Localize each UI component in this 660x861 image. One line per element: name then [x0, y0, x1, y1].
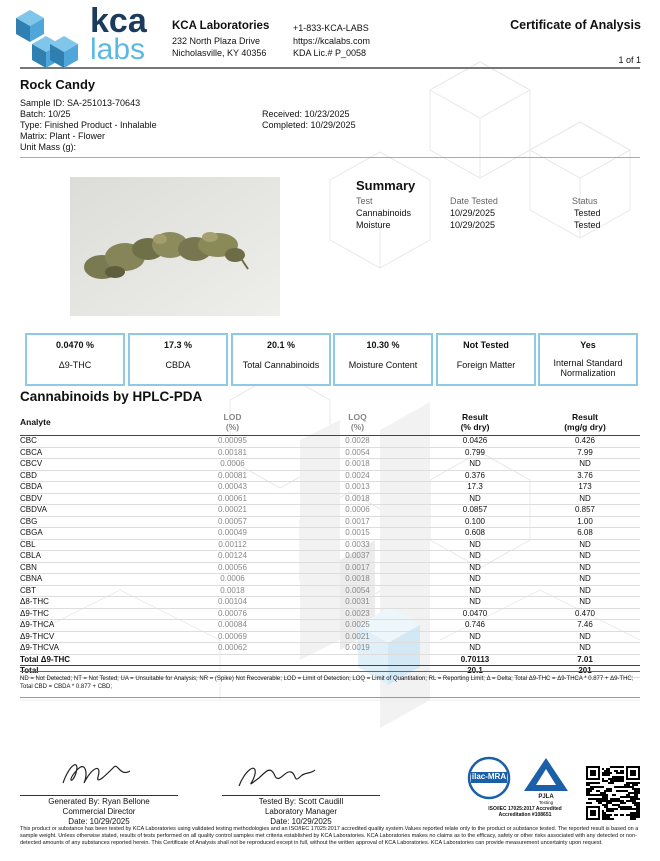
card-value: 10.30 % [366, 340, 400, 350]
card-value: Not Tested [463, 340, 509, 350]
result-pct-cell: 0.0470 [420, 608, 530, 620]
table-row [20, 470, 640, 482]
lod-cell: 0.0006 [170, 459, 295, 471]
table-header-row [20, 412, 640, 432]
loq-cell: 0.0033 [295, 539, 420, 551]
result-mg-cell: ND [530, 631, 640, 643]
logo-text-labs: labs [90, 33, 146, 66]
loq-cell: 0.0021 [295, 631, 420, 643]
table-row [20, 436, 640, 448]
loq-cell: 0.0019 [295, 643, 420, 655]
analyte-cell: CBDA [20, 482, 170, 494]
table-bottom-divider [20, 671, 640, 672]
analyte-cell: CBLA [20, 551, 170, 563]
lab-address-line2: Nicholasville, KY 40356 [172, 48, 267, 58]
logo-text-kca: kca [90, 2, 147, 40]
table-row [20, 597, 640, 609]
result-mg-cell: 6.08 [530, 528, 640, 540]
summary-title: Summary [356, 178, 416, 193]
signer1-date: Date: 10/29/2025 [68, 817, 130, 826]
col-result-mg: Result (mg/g dry) [564, 412, 606, 432]
table-row [20, 608, 640, 620]
result-pct-cell: ND [420, 643, 530, 655]
lod-cell: 0.00062 [170, 643, 295, 655]
result-pct-cell: ND [420, 539, 530, 551]
result-pct-cell: ND [420, 562, 530, 574]
result-card-thc [25, 333, 125, 386]
table-row [20, 620, 640, 632]
signer1-title: Commercial Director [62, 807, 136, 816]
sample-name: Rock Candy [20, 77, 96, 92]
result-mg-cell: ND [530, 585, 640, 597]
result-mg-cell: 7.46 [530, 620, 640, 632]
result-mg-cell: ND [530, 562, 640, 574]
result-mg-cell: 0.470 [530, 608, 640, 620]
loq-cell: 0.0054 [295, 585, 420, 597]
result-pct-cell: 0.0426 [420, 436, 530, 448]
summary-row-date: 10/29/2025 [450, 208, 496, 218]
result-mg-cell: ND [530, 574, 640, 586]
result-pct-cell: 0.608 [420, 528, 530, 540]
sample-received: Received: 10/23/2025 [262, 109, 350, 119]
card-label: Foreign Matter [456, 360, 516, 370]
result-card-total-cannabinoids [231, 333, 331, 386]
lod-cell: 0.00112 [170, 539, 295, 551]
analyte-cell: Δ9-THCV [20, 631, 170, 643]
cannabinoids-table [20, 412, 640, 678]
loq-cell: 0.0025 [295, 620, 420, 632]
kca-logo-cubes [10, 8, 80, 70]
result-pct-cell: 0.746 [420, 620, 530, 632]
summary-header-test: Test [356, 196, 373, 206]
analyte-cell: CBT [20, 585, 170, 597]
document-title: Certificate of Analysis [510, 18, 641, 32]
result-pct-cell: 0.0857 [420, 505, 530, 517]
card-label: Internal Standard Normalization [553, 358, 623, 378]
result-pct-cell: ND [420, 585, 530, 597]
result-mg-cell: ND [530, 597, 640, 609]
analyte-cell: CBDVA [20, 505, 170, 517]
analyte-cell: CBL [20, 539, 170, 551]
pjla-text: PJLA [538, 794, 554, 800]
table-row [20, 493, 640, 505]
lod-cell: 0.00061 [170, 493, 295, 505]
disclaimer: This product or substance has been tested by KCA Laboratories using validated testing methodologies and an ISO/IEC 17025:2017 accredited quality system.Values reported relate only to the product or substance tested. The reported result is based on a sample weight. Unless otherwise stated, results of tests performed on all quality control samples met criteria established by KCA Laboratories. KCA Laboratories makes no claims as to the efficacy, safety or other risks associated with any detected or non-detected amounts of any substances reported herein. This Certificate of Analysis shall not be reproduced except in full, without the written approval of KCA Laboratories. KCA Laboratories can provide measurement uncertainty upon request. [20, 826, 639, 847]
lab-name: KCA Laboratories [172, 20, 270, 32]
sample-completed: Completed: 10/29/2025 [262, 120, 356, 130]
result-mg-cell: 0.857 [530, 505, 640, 517]
card-value: 20.1 % [266, 340, 296, 350]
loq-cell: 0.0037 [295, 551, 420, 563]
analyte-cell: CBGA [20, 528, 170, 540]
result-card-moisture [333, 333, 433, 386]
result-pct-cell: 0.376 [420, 470, 530, 482]
total-thc-row [20, 654, 640, 666]
col-lod: LOD (%) [223, 412, 242, 432]
card-label: Moisture Content [348, 360, 418, 370]
sample-photo [70, 177, 280, 316]
result-pct-cell: ND [420, 597, 530, 609]
sample-type: Type: Finished Product - Inhalable [20, 120, 157, 130]
lod-cell [170, 654, 295, 666]
result-mg-cell: ND [530, 643, 640, 655]
card-label: CBDA [165, 360, 191, 370]
lod-cell: 0.00095 [170, 436, 295, 448]
header-divider [20, 67, 640, 69]
table-row [20, 459, 640, 471]
analyte-cell: Total Δ9-THC [20, 654, 170, 666]
qr-code[interactable] [586, 766, 640, 820]
analyte-cell: CBC [20, 436, 170, 448]
lod-cell: 0.00104 [170, 597, 295, 609]
lod-cell: 0.00084 [170, 620, 295, 632]
summary-header-status: Status [572, 196, 598, 206]
result-mg-cell: ND [530, 493, 640, 505]
loq-cell: 0.0028 [295, 436, 420, 448]
accreditation-number: Accreditation #108651 [498, 812, 552, 818]
result-pct-cell: ND [420, 574, 530, 586]
result-pct-cell: 0.70113 [420, 654, 530, 666]
analyte-cell: CBCV [20, 459, 170, 471]
loq-cell: 0.0054 [295, 447, 420, 459]
result-pct-cell: ND [420, 551, 530, 563]
table-row [20, 643, 640, 655]
result-mg-cell: 1.00 [530, 516, 640, 528]
loq-cell: 0.0023 [295, 608, 420, 620]
signature-line [222, 795, 380, 796]
table-row [20, 551, 640, 563]
result-mg-cell: 7.99 [530, 447, 640, 459]
loq-cell: 0.0017 [295, 562, 420, 574]
table-row [20, 528, 640, 540]
loq-cell: 0.0006 [295, 505, 420, 517]
pjla-logo [520, 755, 572, 795]
loq-cell: 0.0015 [295, 528, 420, 540]
summary-row-date: 10/29/2025 [450, 220, 496, 230]
result-card-foreign-matter [436, 333, 536, 386]
pjla-sub: Testing [538, 800, 554, 805]
lod-cell: 0.0006 [170, 574, 295, 586]
iso-accreditation: ISO/IEC 17025:2017 Accredited [488, 806, 562, 812]
result-mg-cell: 3.76 [530, 470, 640, 482]
card-value: 17.3 % [163, 340, 193, 350]
summary-row-status: Tested [574, 208, 601, 218]
signer2-name: Tested By: Scott Caudill [258, 797, 344, 806]
page-number: 1 of 1 [618, 55, 641, 65]
summary-row-test: Moisture [356, 220, 391, 230]
result-mg-cell: 173 [530, 482, 640, 494]
sample-batch: Batch: 10/25 [20, 109, 71, 119]
table-row [20, 631, 640, 643]
col-analyte: Analyte [20, 417, 51, 427]
result-pct-cell: 0.100 [420, 516, 530, 528]
analyte-cell: CBNA [20, 574, 170, 586]
result-mg-cell: 7.01 [530, 654, 640, 666]
sample-matrix: Matrix: Plant - Flower [20, 131, 106, 141]
loq-cell: 0.0017 [295, 516, 420, 528]
analyte-cell: Δ9-THC [20, 608, 170, 620]
table-row [20, 539, 640, 551]
lab-website[interactable]: https://kcalabs.com [293, 36, 371, 46]
loq-cell: 0.0013 [295, 482, 420, 494]
loq-cell: 0.0024 [295, 470, 420, 482]
loq-cell: 0.0031 [295, 597, 420, 609]
analyte-cell: CBDV [20, 493, 170, 505]
lod-cell: 0.00056 [170, 562, 295, 574]
lod-cell: 0.00021 [170, 505, 295, 517]
table-row [20, 482, 640, 494]
lod-cell: 0.0018 [170, 585, 295, 597]
summary-row-test: Cannabinoids [356, 208, 412, 218]
footnote-divider [20, 697, 640, 698]
summary-row-status: Tested [574, 220, 601, 230]
card-label: Δ9-THC [58, 360, 92, 370]
result-pct-cell: 0.799 [420, 447, 530, 459]
lab-address-line1: 232 North Plaza Drive [172, 36, 261, 46]
lab-license: KDA Lic.# P_0058 [293, 48, 367, 58]
loq-cell: 0.0018 [295, 574, 420, 586]
analyte-cell: CBD [20, 470, 170, 482]
table-row [20, 585, 640, 597]
result-mg-cell: ND [530, 459, 640, 471]
loq-cell [295, 654, 420, 666]
result-card-cbda [128, 333, 228, 386]
table-row [20, 447, 640, 459]
loq-cell: 0.0018 [295, 493, 420, 505]
analyte-cell: CBN [20, 562, 170, 574]
summary-header-date: Date Tested [450, 196, 498, 206]
card-value: 0.0470 % [55, 340, 95, 350]
col-loq: LOQ (%) [348, 412, 367, 432]
analyte-cell: Δ9-THCVA [20, 643, 170, 655]
result-pct-cell: 17.3 [420, 482, 530, 494]
signature-line [20, 795, 178, 796]
loq-cell: 0.0018 [295, 459, 420, 471]
lod-cell: 0.00181 [170, 447, 295, 459]
result-pct-cell: ND [420, 459, 530, 471]
footnote: ND = Not Detected; NT = Not Tested; UA = Unsuitable for Analysis; NR = (Spike) Not Recoverable; LOD = Limit of Detection; LOQ = Limit of Quantitation; RL = Reporting Limit; Δ = Delta; Total Δ9-THC = Δ9-THCA * 0.877 + Δ9-THC; Total CBD = CBDA * 0.877 + CBD; [20, 676, 634, 690]
table-row [20, 574, 640, 586]
analyte-cell: CBG [20, 516, 170, 528]
signature-scott-caudill [235, 760, 320, 792]
result-pct-cell: ND [420, 631, 530, 643]
sample-unit-mass: Unit Mass (g): [20, 142, 77, 152]
lod-cell: 0.00124 [170, 551, 295, 563]
result-mg-cell: 0.426 [530, 436, 640, 448]
table-row [20, 505, 640, 517]
lod-cell: 0.00069 [170, 631, 295, 643]
card-label: Total Cannabinoids [242, 360, 320, 370]
sample-id: Sample ID: SA-251013-70643 [20, 98, 141, 108]
result-mg-cell: ND [530, 539, 640, 551]
table-row [20, 516, 640, 528]
lod-cell: 0.00049 [170, 528, 295, 540]
table-row [20, 562, 640, 574]
sample-divider [20, 157, 640, 158]
lod-cell: 0.00076 [170, 608, 295, 620]
result-card-internal-standard [538, 333, 638, 386]
analyte-cell: CBCA [20, 447, 170, 459]
col-result-pct: Result (% dry) [460, 412, 490, 432]
signature-ryan-bellone [58, 755, 138, 791]
analyte-cell: Δ9-THCA [20, 620, 170, 632]
lod-cell: 0.00057 [170, 516, 295, 528]
analyte-cell: Δ8-THC [20, 597, 170, 609]
signer2-title: Laboratory Manager [264, 807, 338, 816]
result-pct-cell: ND [420, 493, 530, 505]
lab-phone: +1-833-KCA-LABS [293, 23, 369, 33]
card-value: Yes [580, 340, 596, 350]
ilac-mra-logo [465, 756, 513, 806]
cannabinoids-title: Cannabinoids by HPLC-PDA [20, 389, 203, 404]
signer2-date: Date: 10/29/2025 [270, 817, 332, 826]
lod-cell: 0.00081 [170, 470, 295, 482]
signer1-name: Generated By: Ryan Bellone [48, 797, 150, 806]
ilac-mra-text: ilac-MRA [471, 772, 507, 781]
lod-cell: 0.00043 [170, 482, 295, 494]
result-mg-cell: ND [530, 551, 640, 563]
